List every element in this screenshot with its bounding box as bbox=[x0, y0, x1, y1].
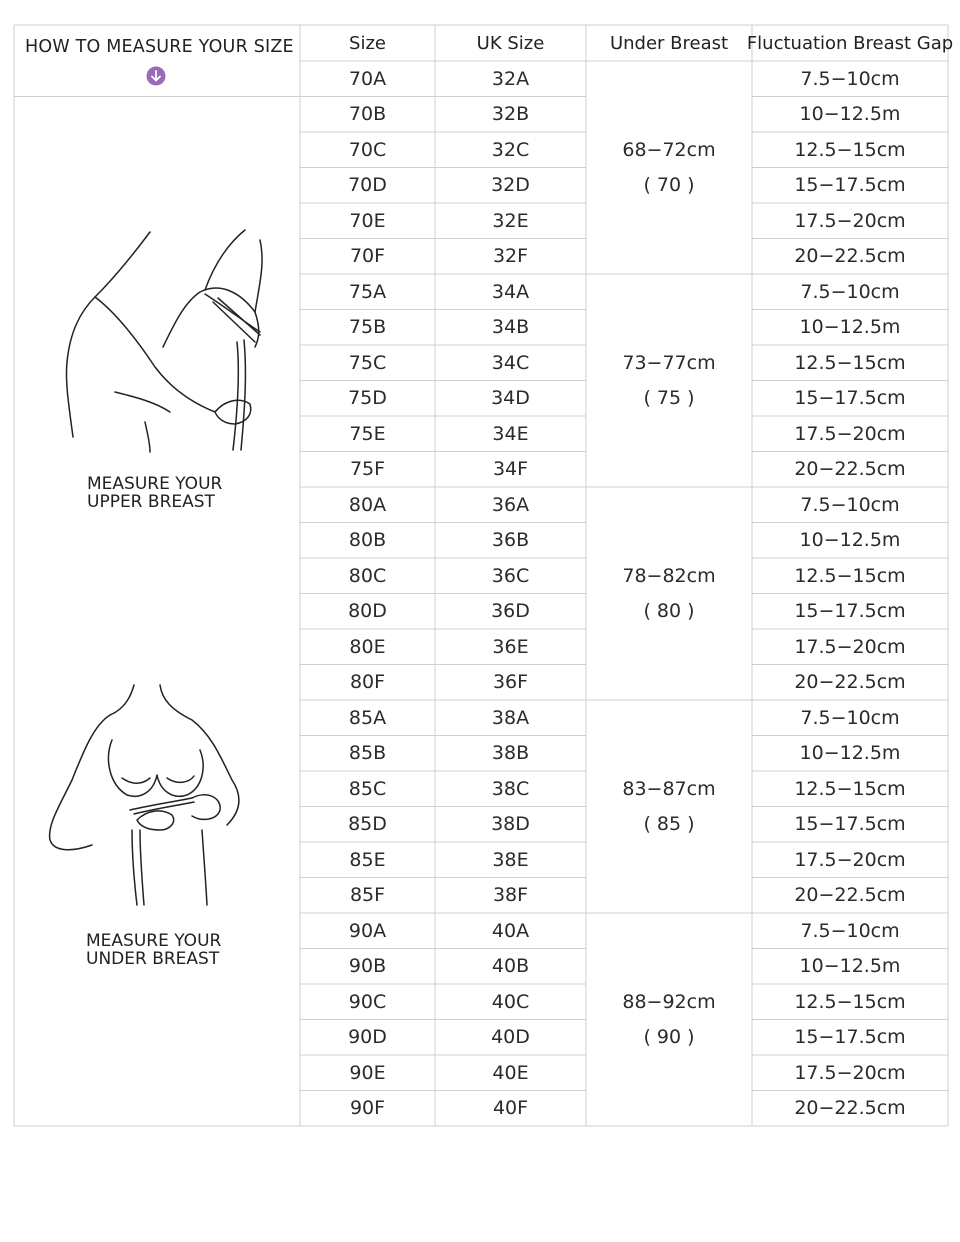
size-cell: 85E bbox=[349, 848, 386, 871]
size-cell: 70A bbox=[348, 67, 387, 90]
size-cell: 85C bbox=[348, 777, 387, 800]
uk-size-cell: 36C bbox=[491, 564, 530, 587]
under-breast-band: ( 80 ) bbox=[643, 599, 695, 622]
fluctuation-gap-cell: 20−22.5cm bbox=[794, 671, 906, 694]
uk-size-cell: 36F bbox=[492, 671, 529, 694]
column-header-under-breast: Under Breast bbox=[609, 32, 729, 54]
column-header-size: Size bbox=[349, 32, 386, 54]
size-cell: 80C bbox=[348, 564, 387, 587]
under-breast-cell bbox=[586, 274, 752, 487]
uk-size-cell: 40B bbox=[491, 955, 530, 978]
fluctuation-gap-cell: 17.5−20cm bbox=[794, 635, 906, 658]
uk-size-cell: 40F bbox=[492, 1097, 529, 1120]
size-cell: 75B bbox=[348, 316, 387, 339]
fluctuation-gap-cell: 15−17.5cm bbox=[794, 813, 906, 836]
upper-breast-measure-illustration bbox=[55, 222, 285, 472]
size-cell: 75A bbox=[348, 280, 387, 303]
fluctuation-gap-cell: 7.5−10cm bbox=[800, 280, 900, 303]
fluctuation-gap-cell: 12.5−15cm bbox=[794, 351, 906, 374]
under-breast-cell bbox=[586, 913, 752, 1126]
fluctuation-gap-cell: 7.5−10cm bbox=[800, 919, 900, 942]
size-cell: 70E bbox=[349, 209, 386, 232]
uk-size-cell: 34A bbox=[491, 280, 530, 303]
size-cell: 80E bbox=[349, 635, 386, 658]
size-cell: 90D bbox=[348, 1026, 387, 1049]
fluctuation-gap-cell: 17.5−20cm bbox=[794, 422, 906, 445]
fluctuation-gap-cell: 17.5−20cm bbox=[794, 209, 906, 232]
uk-size-cell: 38C bbox=[491, 777, 530, 800]
under-breast-range: 68−72cm bbox=[622, 138, 716, 161]
under-breast-measure-illustration bbox=[42, 680, 252, 910]
fluctuation-gap-cell: 12.5−15cm bbox=[794, 138, 906, 161]
under-breast-band: ( 75 ) bbox=[643, 386, 695, 409]
under-breast-range: 73−77cm bbox=[622, 351, 716, 374]
size-cell: 85D bbox=[348, 813, 387, 836]
uk-size-cell: 34E bbox=[492, 422, 529, 445]
fluctuation-gap-cell: 15−17.5cm bbox=[794, 600, 906, 623]
column-header-uk-size: UK Size bbox=[476, 32, 545, 54]
size-cell: 80D bbox=[348, 600, 387, 623]
column-header-fluctuation-breast-gap: Fluctuation Breast Gap bbox=[746, 32, 954, 54]
under-breast-caption bbox=[86, 932, 221, 968]
size-cell: 75C bbox=[348, 351, 387, 374]
size-cell: 70C bbox=[348, 138, 387, 161]
uk-size-cell: 38A bbox=[491, 706, 530, 729]
size-cell: 70B bbox=[348, 103, 387, 126]
caption-line: UNDER BREAST bbox=[86, 949, 220, 969]
under-breast-cell bbox=[586, 61, 752, 274]
uk-size-cell: 40E bbox=[492, 1061, 529, 1084]
under-breast-band: ( 90 ) bbox=[643, 1025, 695, 1048]
size-cell: 70D bbox=[348, 174, 387, 197]
uk-size-cell: 38E bbox=[492, 848, 529, 871]
fluctuation-gap-cell: 15−17.5cm bbox=[794, 387, 906, 410]
size-cell: 90B bbox=[348, 955, 387, 978]
uk-size-cell: 34C bbox=[491, 351, 530, 374]
under-breast-cell bbox=[586, 487, 752, 700]
uk-size-cell: 32D bbox=[491, 174, 530, 197]
uk-size-cell: 40C bbox=[491, 990, 530, 1013]
arrow-down-circle-icon bbox=[146, 66, 166, 86]
fluctuation-gap-cell: 10−12.5m bbox=[799, 955, 901, 978]
fluctuation-gap-cell: 15−17.5cm bbox=[794, 174, 906, 197]
upper-breast-caption bbox=[87, 475, 222, 511]
size-cell: 90A bbox=[348, 919, 387, 942]
size-cell: 75E bbox=[349, 422, 386, 445]
fluctuation-gap-cell: 10−12.5m bbox=[799, 742, 901, 765]
fluctuation-gap-cell: 7.5−10cm bbox=[800, 706, 900, 729]
size-cell: 85B bbox=[348, 742, 387, 765]
size-cell: 75F bbox=[349, 458, 386, 481]
size-cell: 75D bbox=[348, 387, 387, 410]
uk-size-cell: 34D bbox=[491, 387, 530, 410]
caption-line: MEASURE YOUR bbox=[87, 474, 223, 494]
size-cell: 80F bbox=[349, 671, 386, 694]
under-breast-band: ( 70 ) bbox=[643, 173, 695, 196]
fluctuation-gap-cell: 17.5−20cm bbox=[794, 1061, 906, 1084]
size-cell: 80B bbox=[348, 529, 387, 552]
uk-size-cell: 32E bbox=[492, 209, 529, 232]
fluctuation-gap-cell: 12.5−15cm bbox=[794, 564, 906, 587]
uk-size-cell: 32C bbox=[491, 138, 530, 161]
fluctuation-gap-cell: 10−12.5m bbox=[799, 103, 901, 126]
fluctuation-gap-cell: 20−22.5cm bbox=[794, 245, 906, 268]
uk-size-cell: 38F bbox=[492, 884, 529, 907]
uk-size-cell: 38D bbox=[491, 813, 530, 836]
uk-size-cell: 32B bbox=[491, 103, 530, 126]
page-title: HOW TO MEASURE YOUR SIZE bbox=[25, 37, 294, 57]
size-cell: 85A bbox=[348, 706, 387, 729]
uk-size-cell: 40A bbox=[491, 919, 530, 942]
fluctuation-gap-cell: 10−12.5m bbox=[799, 529, 901, 552]
uk-size-cell: 40D bbox=[491, 1026, 530, 1049]
fluctuation-gap-cell: 17.5−20cm bbox=[794, 848, 906, 871]
under-breast-range: 88−92cm bbox=[622, 990, 716, 1013]
uk-size-cell: 36D bbox=[491, 600, 530, 623]
size-cell: 90C bbox=[348, 990, 387, 1013]
fluctuation-gap-cell: 7.5−10cm bbox=[800, 67, 900, 90]
under-breast-cell bbox=[586, 700, 752, 913]
fluctuation-gap-cell: 12.5−15cm bbox=[794, 777, 906, 800]
under-breast-range: 83−87cm bbox=[622, 777, 716, 800]
caption-line: UPPER BREAST bbox=[87, 492, 215, 512]
fluctuation-gap-cell: 15−17.5cm bbox=[794, 1026, 906, 1049]
uk-size-cell: 38B bbox=[491, 742, 530, 765]
uk-size-cell: 34B bbox=[491, 316, 530, 339]
size-cell: 80A bbox=[348, 493, 387, 516]
under-breast-range: 78−82cm bbox=[622, 564, 716, 587]
fluctuation-gap-cell: 10−12.5m bbox=[799, 316, 901, 339]
size-cell: 90E bbox=[349, 1061, 386, 1084]
fluctuation-gap-cell: 12.5−15cm bbox=[794, 990, 906, 1013]
uk-size-cell: 32A bbox=[491, 67, 530, 90]
uk-size-cell: 36B bbox=[491, 529, 530, 552]
size-cell: 90F bbox=[349, 1097, 386, 1120]
under-breast-band: ( 85 ) bbox=[643, 812, 695, 835]
fluctuation-gap-cell: 20−22.5cm bbox=[794, 458, 906, 481]
uk-size-cell: 36A bbox=[491, 493, 530, 516]
uk-size-cell: 36E bbox=[492, 635, 529, 658]
uk-size-cell: 34F bbox=[492, 458, 529, 481]
fluctuation-gap-cell: 20−22.5cm bbox=[794, 884, 906, 907]
fluctuation-gap-cell: 20−22.5cm bbox=[794, 1097, 906, 1120]
uk-size-cell: 32F bbox=[492, 245, 529, 268]
fluctuation-gap-cell: 7.5−10cm bbox=[800, 493, 900, 516]
size-cell: 70F bbox=[349, 245, 386, 268]
caption-line: MEASURE YOUR bbox=[86, 931, 222, 951]
size-cell: 85F bbox=[349, 884, 386, 907]
